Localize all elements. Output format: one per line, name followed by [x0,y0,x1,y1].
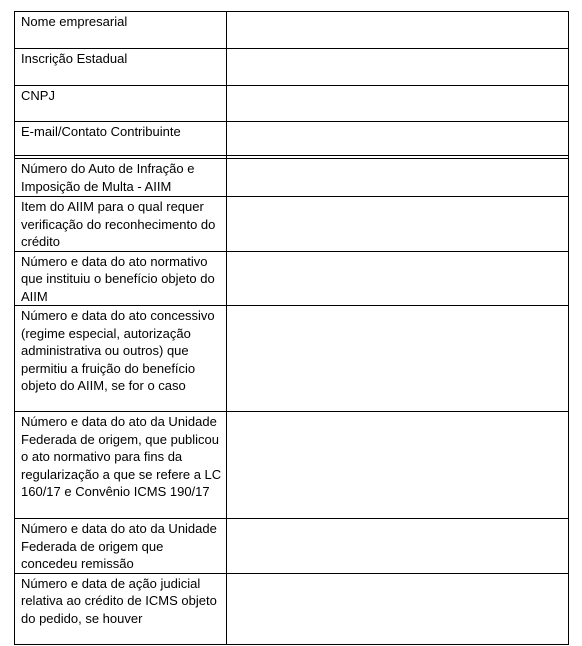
field-label-nome-empresarial: Nome empresarial [15,12,227,49]
form-row-nome-empresarial [15,12,569,49]
field-value-acao-judicial[interactable] [227,573,569,644]
field-label-remissao: Número e data do ato da Unidade Federada de origem que concedeu remissão [15,519,227,574]
field-value-item-aiim[interactable] [227,197,569,252]
field-value-cnpj[interactable] [227,86,569,122]
field-label-ato-normativo: Número e data do ato normativo que instituiu o benefício objeto do AIIM [15,251,227,306]
field-label-cnpj: CNPJ [15,86,227,122]
field-value-inscricao-estadual[interactable] [227,49,569,86]
field-label-inscricao-estadual: Inscrição Estadual [15,49,227,86]
field-label-item-aiim: Item do AIIM para o qual requer verificação do reconhecimento do crédito [15,197,227,252]
form-row-numero-aiim [15,159,569,197]
form-row-inscricao-estadual [15,49,569,86]
field-label-email-contato: E-mail/Contato Contribuinte [15,122,227,156]
field-value-nome-empresarial[interactable] [227,12,569,49]
field-label-acao-judicial: Número e data de ação judicial relativa ao crédito de ICMS objeto do pedido, se houver [15,573,227,644]
form-row-remissao [15,519,569,574]
field-label-numero-aiim: Número do Auto de Infração e Imposição de Multa - AIIM [15,159,227,197]
form-row-cnpj [15,86,569,122]
contributor-form-table [14,11,569,645]
field-value-email-contato[interactable] [227,122,569,156]
form-row-email-contato [15,122,569,156]
form-row-acao-judicial [15,573,569,644]
form-row-ato-normativo [15,251,569,306]
form-row-ato-unidade-federada [15,412,569,519]
field-value-ato-unidade-federada[interactable] [227,412,569,519]
form-row-item-aiim [15,197,569,252]
field-label-ato-concessivo: Número e data do ato concessivo (regime especial, autorização administrativa ou outros) que permitiu a fruição do benefício objeto do AIIM, se for o caso [15,306,227,412]
field-value-ato-normativo[interactable] [227,251,569,306]
field-value-remissao[interactable] [227,519,569,574]
field-label-ato-unidade-federada: Número e data do ato da Unidade Federada de origem, que publicou o ato normativo para fins da regularização a que se refere a LC 160/17 e Convênio ICMS 190/17 [15,412,227,519]
field-value-ato-concessivo[interactable] [227,306,569,412]
form-row-ato-concessivo [15,306,569,412]
field-value-numero-aiim[interactable] [227,159,569,197]
